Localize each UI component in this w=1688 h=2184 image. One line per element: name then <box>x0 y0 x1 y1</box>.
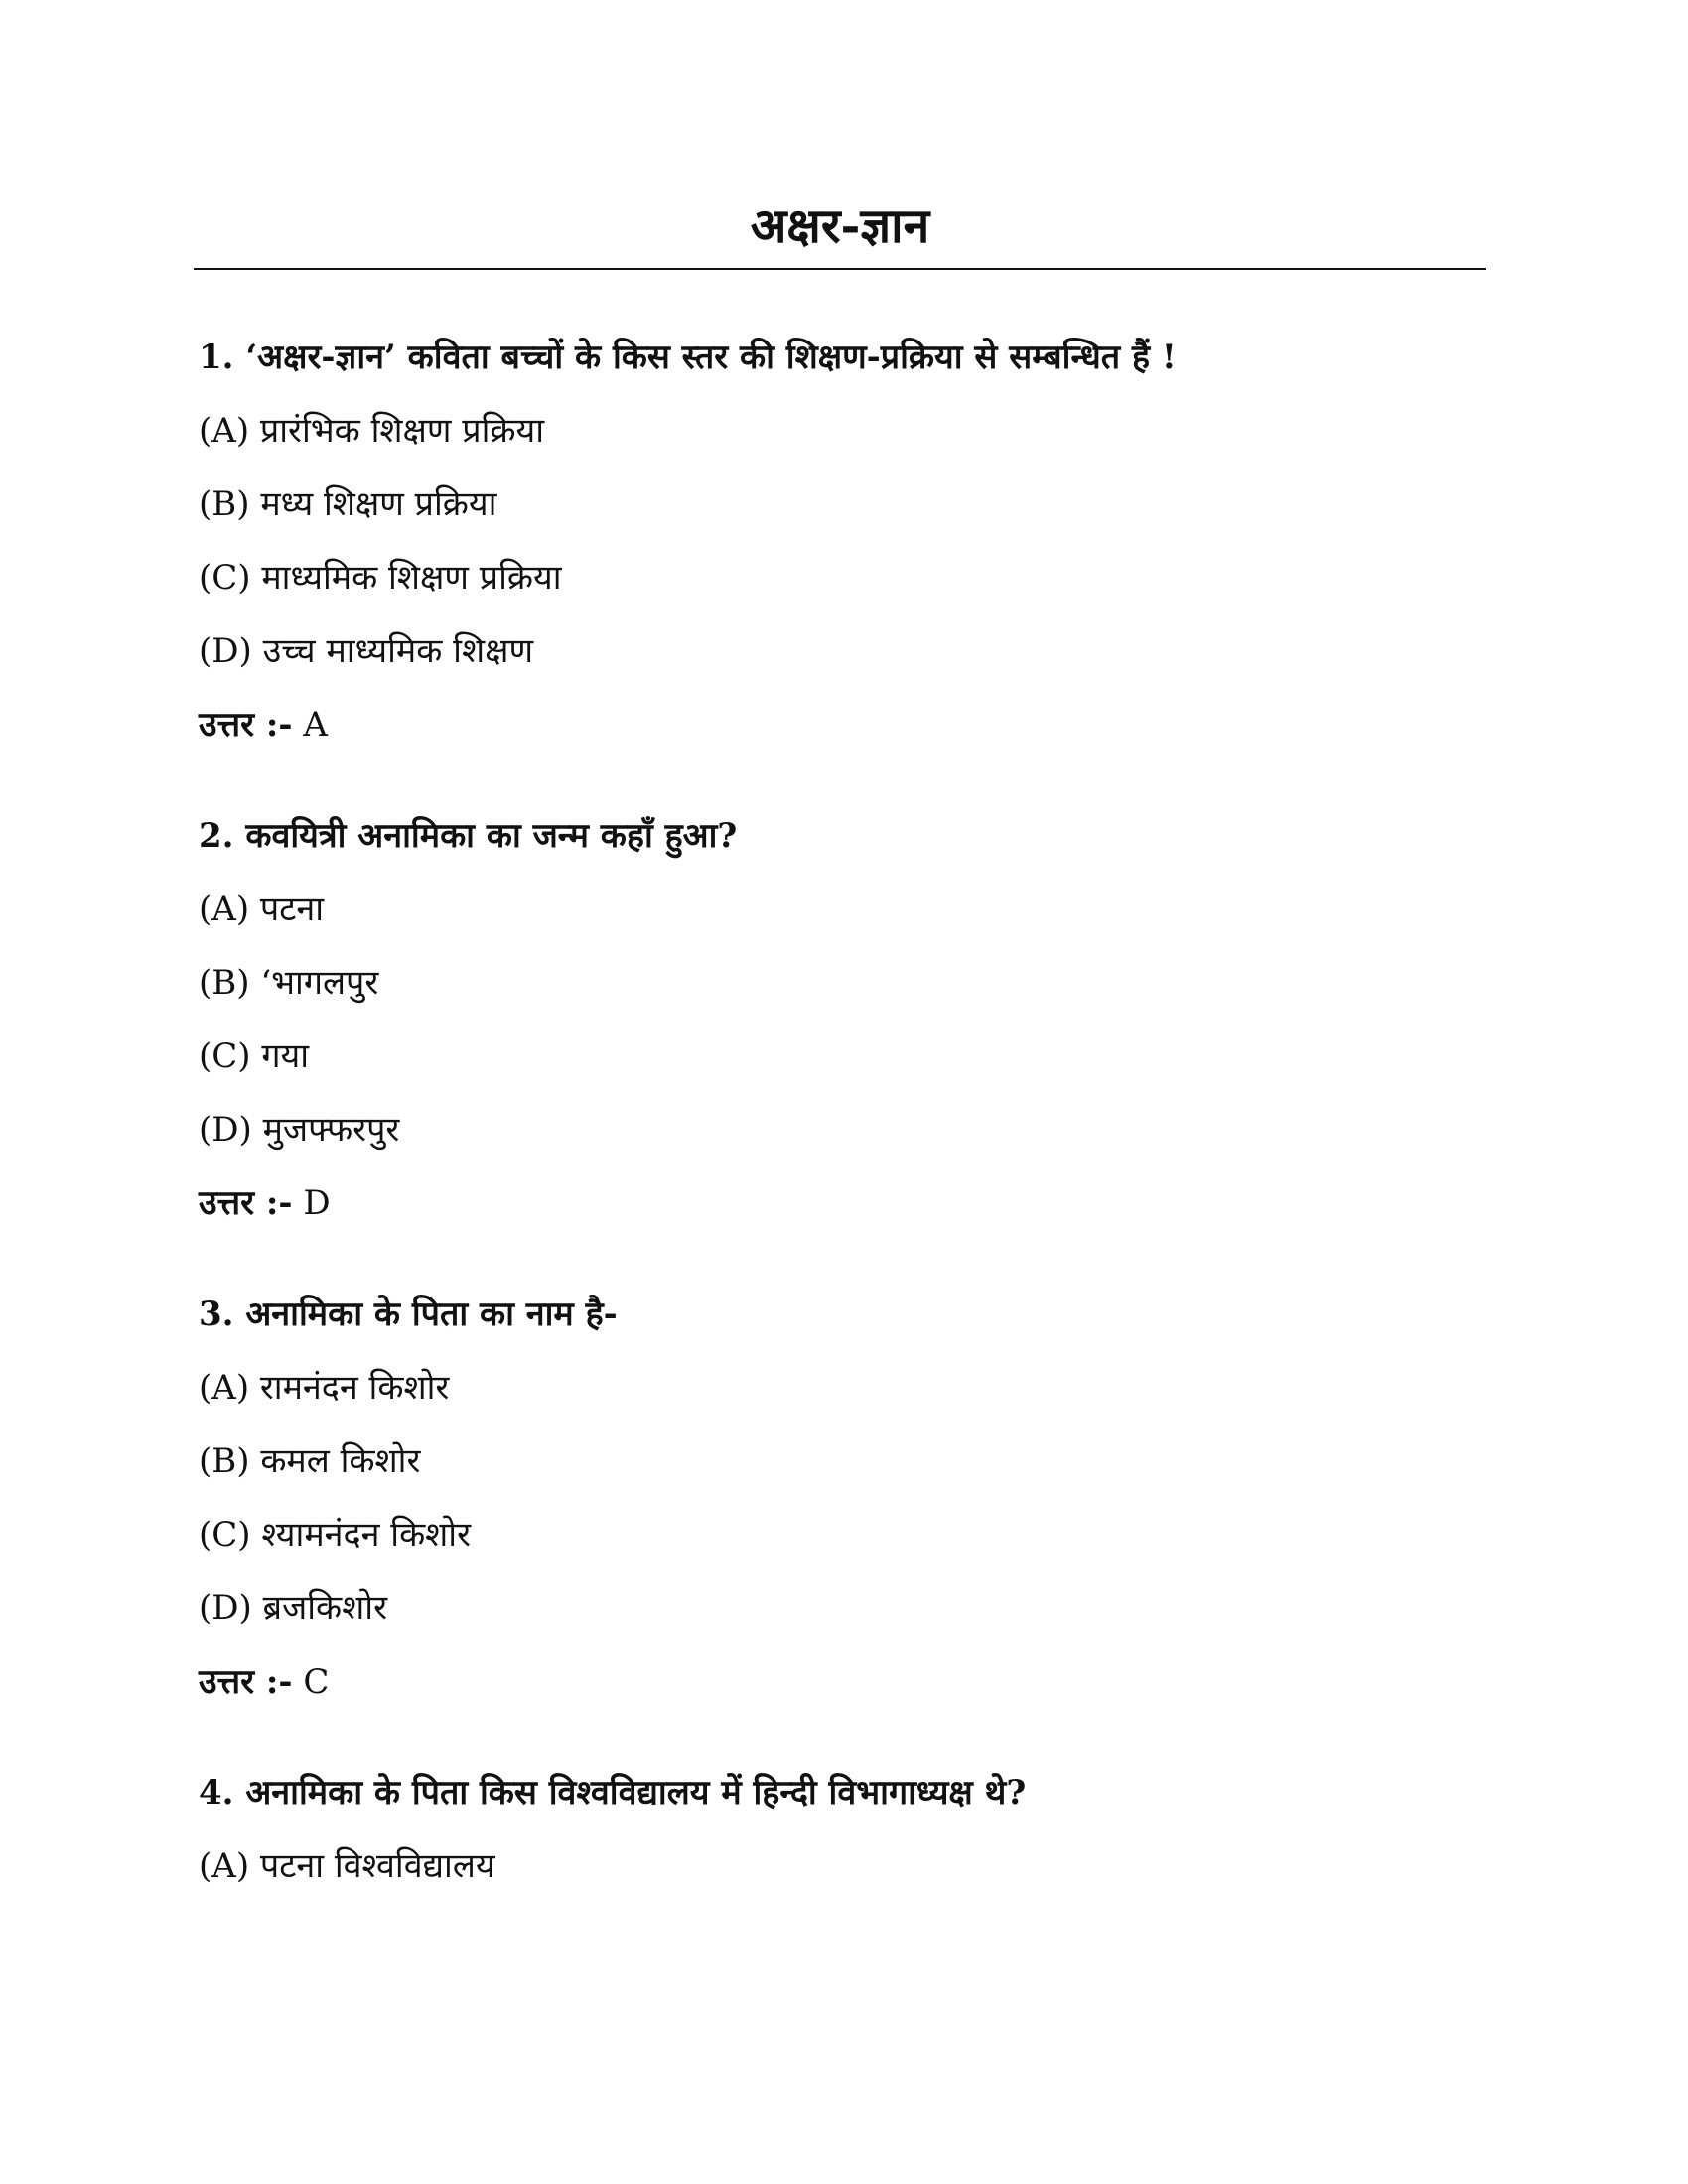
answer-line <box>199 701 1479 749</box>
answer-value: D <box>303 1183 331 1223</box>
question-4 <box>199 1769 1479 1890</box>
option-c: (C) श्यामनंदन किशोर <box>199 1515 472 1555</box>
option-b: (B) कमल किशोर <box>199 1441 421 1481</box>
question-2 <box>199 812 1479 1227</box>
page-title: अक्षर-ज्ञान <box>750 199 930 254</box>
answer-label: उत्तर :- <box>199 1183 293 1223</box>
question-text: 1. ‘अक्षर-ज्ञान’ कविता बच्चों के किस स्तर की शिक्षण-प्रक्रिया से सम्बन्धित हैं ! <box>199 338 1177 377</box>
option-a: (A) रामनंदन किशोर <box>199 1368 450 1408</box>
option-c: (C) गया <box>199 1036 310 1076</box>
answer-value: C <box>303 1662 330 1702</box>
option-d: (D) ब्रजकिशोर <box>199 1588 387 1628</box>
question-list <box>199 334 1479 1954</box>
option-c: (C) माध्यमिक शिक्षण प्रक्रिया <box>199 558 562 598</box>
option-d: (D) उच्च माध्यमिक शिक्षण <box>199 631 534 671</box>
option-b: (B) मध्य शिक्षण प्रक्रिया <box>199 484 497 524</box>
answer-value: A <box>303 705 328 745</box>
answer-label: उत्तर :- <box>199 1662 293 1702</box>
answer-line <box>199 1658 1479 1706</box>
option-a: (A) प्रारंभिक शिक्षण प्रक्रिया <box>199 411 545 451</box>
question-3 <box>199 1291 1479 1706</box>
answer-line <box>199 1179 1479 1227</box>
option-a: (A) पटना विश्वविद्यालय <box>199 1846 495 1886</box>
question-text: 3. अनामिका के पिता का नाम है- <box>199 1295 618 1334</box>
option-d: (D) मुजफ्फरपुर <box>199 1110 400 1150</box>
option-a: (A) पटना <box>199 889 325 929</box>
title-divider <box>194 268 1486 270</box>
option-b: (B) ‘भागलपुर <box>199 963 379 1003</box>
question-text: 2. कवयित्री अनामिका का जन्म कहाँ हुआ? <box>199 816 738 856</box>
answer-label: उत्तर :- <box>199 705 293 745</box>
question-1 <box>199 334 1479 749</box>
question-text: 4. अनामिका के पिता किस विश्वविद्यालय में हिन्दी विभागाध्यक्ष थे? <box>199 1773 1027 1813</box>
